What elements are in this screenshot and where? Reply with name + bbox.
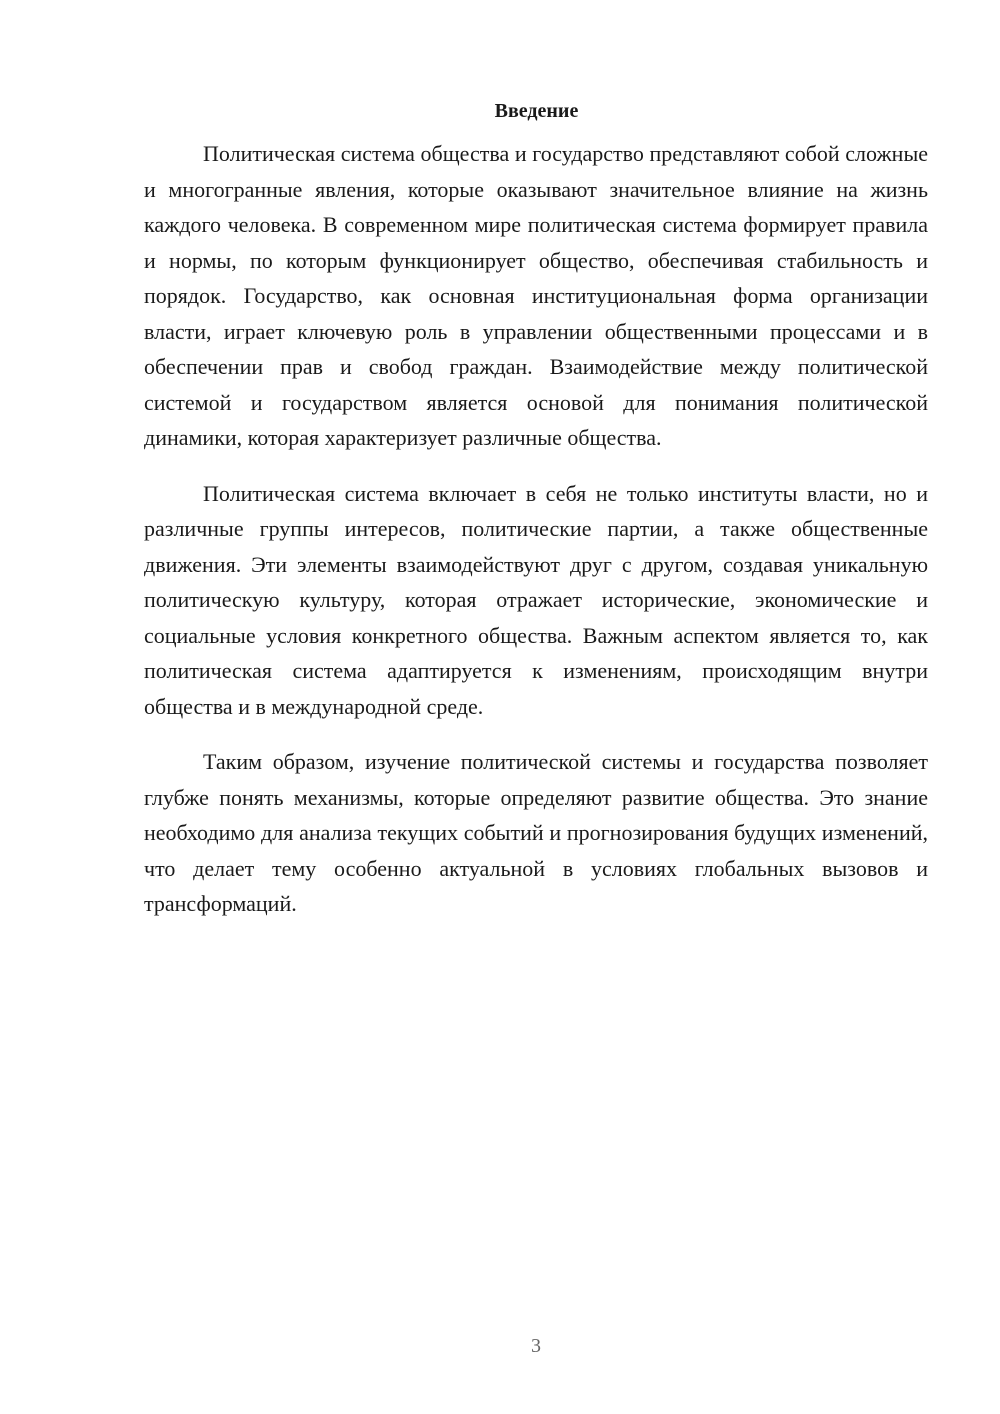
paragraph-2: Политическая система включает в себя не только институты власти, но и различные группы интересов, политические партии, а также общественные движения. Эти элементы взаимодействуют друг с другом, создавая уникальную политическую культуру, которая отражает исторические, экономические и социальные условия конкретного общества. Важным аспектом является то, как политическая система адаптируется к изменениям, происходящим внутри общества и в международной среде. <box>144 480 928 719</box>
page-number: 3 <box>531 1335 541 1357</box>
paragraph-3: Таким образом, изучение политической системы и государства позволяет глубже понять механизмы, которые определяют развитие общества. Это знание необходимо для анализа текущих событий и прогнозирования будущих изменений, что делает тему особенно актуальной в условиях глобальных вызовов и трансформаций. <box>144 749 928 916</box>
page-content <box>144 96 928 922</box>
section-heading: Введение <box>494 100 579 122</box>
paragraph-1: Политическая система общества и государство представляют собой сложные и многогранные явления, которые оказывают значительное влияние на жизнь каждого человека. В современном мире политическая система формирует правила и нормы, по которым функционирует общество, обеспечивая стабильность и порядок. Государство, как основная институциональная форма организации власти, играет ключевую роль в управлении общественными процессами и в обеспечении прав и свобод граждан. Взаимодействие между политической системой и государством является основой для понимания политической динамики, которая характеризует различные общества. <box>144 141 928 450</box>
